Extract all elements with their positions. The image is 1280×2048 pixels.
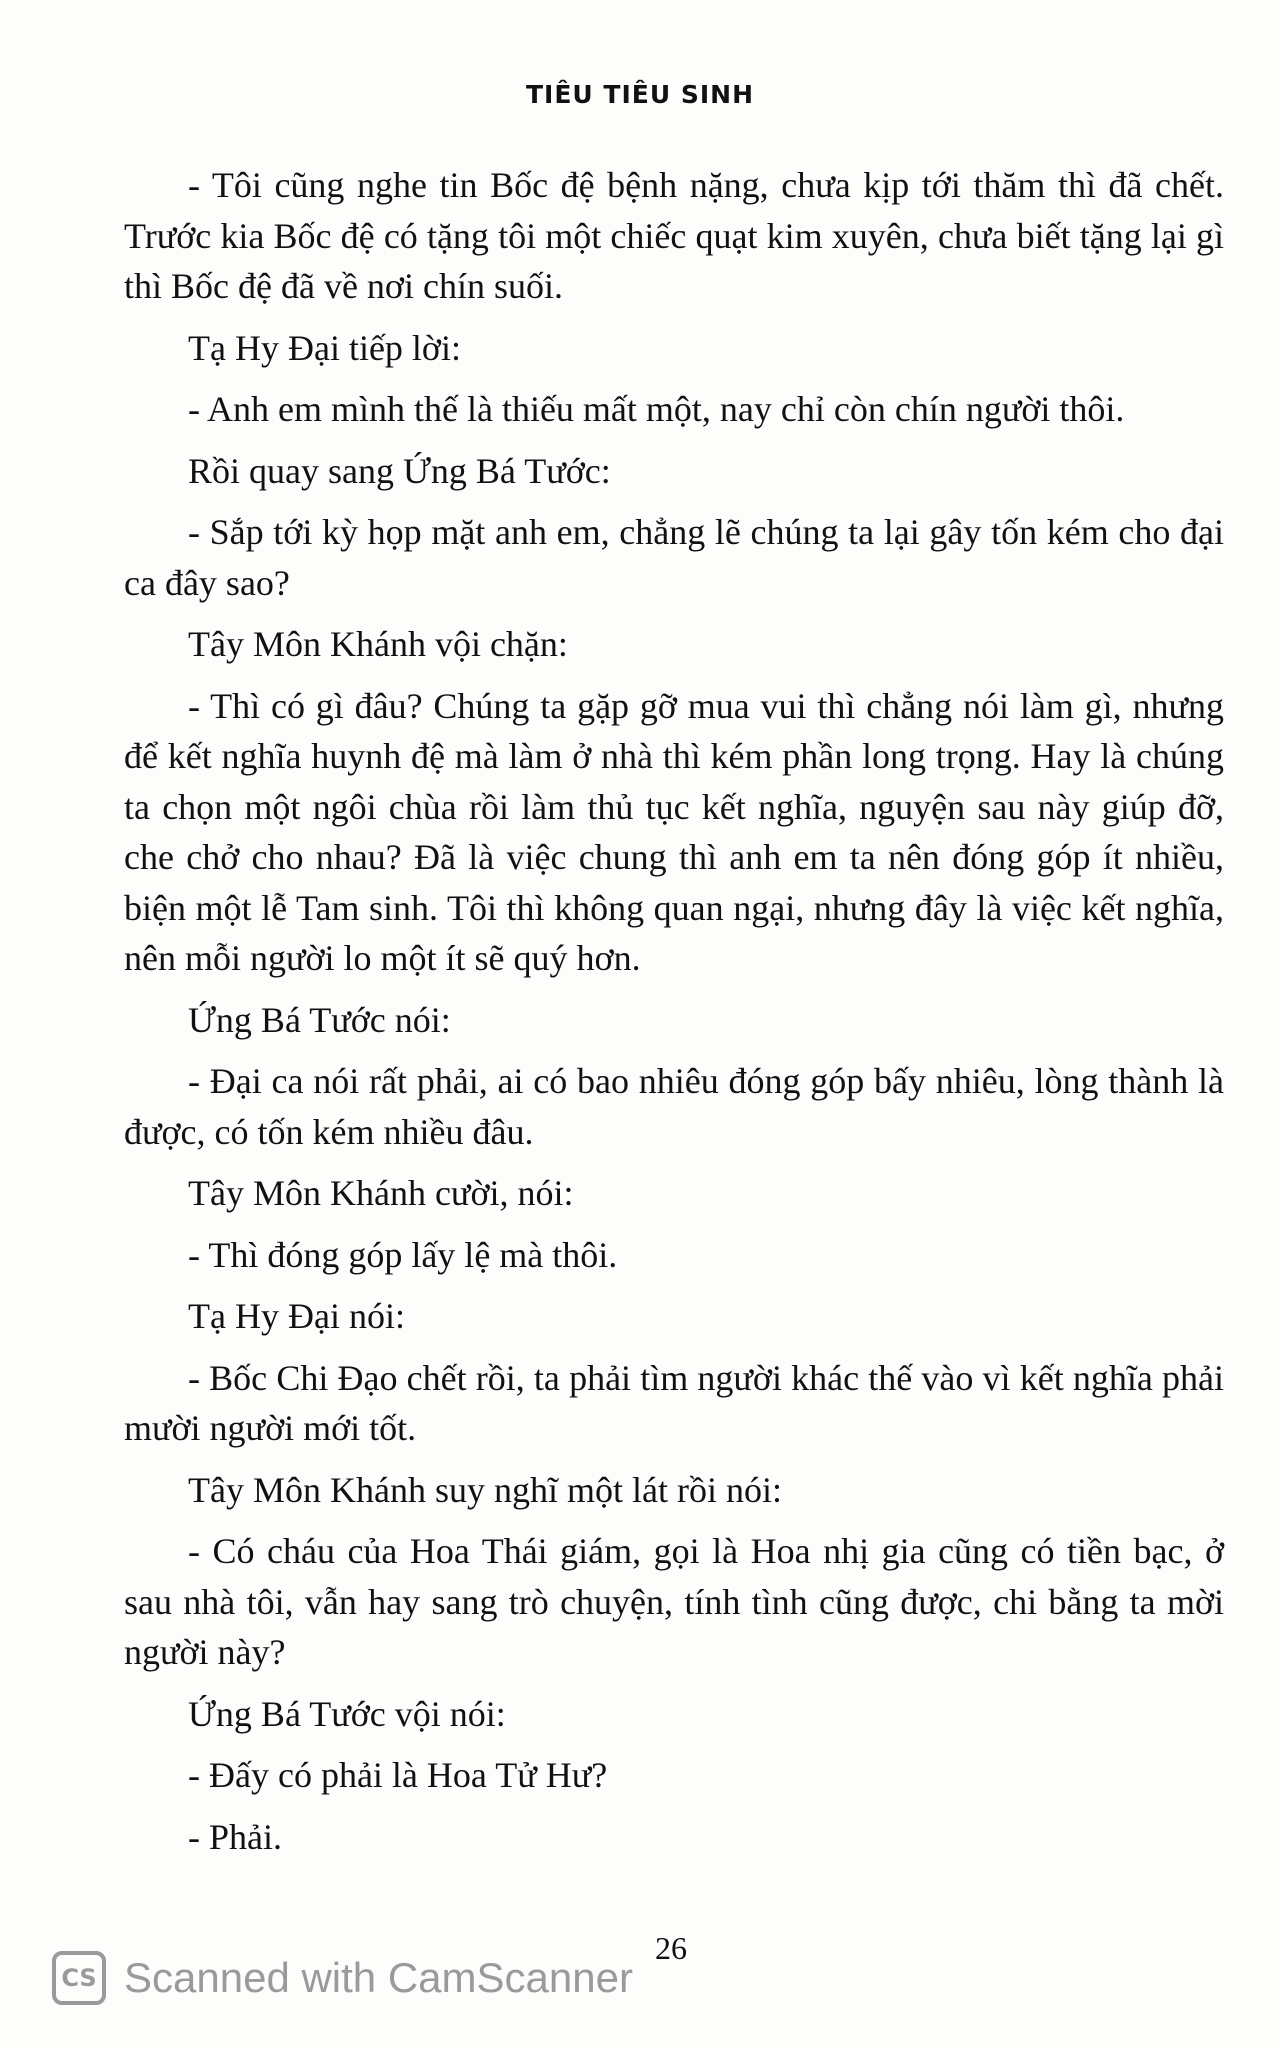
paragraph: - Tôi cũng nghe tin Bốc đệ bệnh nặng, chưa kịp tới thăm thì đã chết. Trước kia Bốc đệ có tặng tôi một chiếc quạt kim xuyên, chưa biết tặng lại gì thì Bốc đệ đã về nơi chín suối.	[124, 165, 1224, 306]
body-text	[124, 160, 1224, 1873]
paragraph: Rồi quay sang Ứng Bá Tước:	[188, 450, 611, 491]
camscanner-watermark	[52, 1948, 633, 2008]
paragraph: - Bốc Chi Đạo chết rồi, ta phải tìm người khác thế vào vì kết nghĩa phải mười người mới tốt.	[124, 1357, 1224, 1448]
paragraph: - Thì có gì đâu? Chúng ta gặp gỡ mua vui thì chẳng nói làm gì, nhưng để kết nghĩa huynh đệ mà làm ở nhà thì kém phần long trọng. Hay là chúng ta chọn một ngôi chùa rồi làm thủ tục kết nghĩa, nguyện sau này giúp đỡ, che chở cho nhau? Đã là việc chung thì anh em ta nên đóng góp ít nhiều, biện một lễ Tam sinh. Tôi thì không quan ngại, nhưng đây là việc kết nghĩa, nên mỗi người lo một ít sẽ quý hơn.	[124, 685, 1224, 978]
running-header: TIÊU TIÊU SINH	[525, 80, 755, 109]
paragraph: Ứng Bá Tước vội nói:	[188, 1693, 506, 1734]
paragraph: Tạ Hy Đại tiếp lời:	[188, 327, 461, 368]
paragraph: - Sắp tới kỳ họp mặt anh em, chẳng lẽ chúng ta lại gây tốn kém cho đại ca đây sao?	[124, 512, 1224, 603]
paragraph: Tây Môn Khánh suy nghĩ một lát rồi nói:	[188, 1469, 782, 1510]
paragraph: Tây Môn Khánh cười, nói:	[188, 1173, 574, 1213]
paragraph: - Thì đóng góp lấy lệ mà thôi.	[188, 1234, 618, 1275]
paragraph: - Có cháu của Hoa Thái giám, gọi là Hoa nhị gia cũng có tiền bạc, ở sau nhà tôi, vẫn hay sang trò chuyện, tính tình cũng được, chi bằng ta mời người này?	[124, 1531, 1224, 1672]
camscanner-logo-icon: CS	[52, 1951, 106, 2005]
paragraph: - Đại ca nói rất phải, ai có bao nhiêu đóng góp bấy nhiêu, lòng thành là được, có tốn kém nhiều đâu.	[124, 1061, 1224, 1152]
paragraph: Tây Môn Khánh vội chặn:	[188, 624, 568, 664]
page-number: 26	[655, 1930, 687, 1966]
watermark-text: Scanned with CamScanner	[124, 1954, 633, 2001]
paragraph: - Anh em mình thế là thiếu mất một, nay chỉ còn chín người thôi.	[188, 389, 1125, 429]
paragraph: - Phải.	[188, 1816, 282, 1857]
paragraph: Ứng Bá Tước nói:	[188, 999, 451, 1040]
paragraph: Tạ Hy Đại nói:	[188, 1296, 405, 1336]
paragraph: - Đấy có phải là Hoa Tử Hư?	[188, 1755, 608, 1795]
